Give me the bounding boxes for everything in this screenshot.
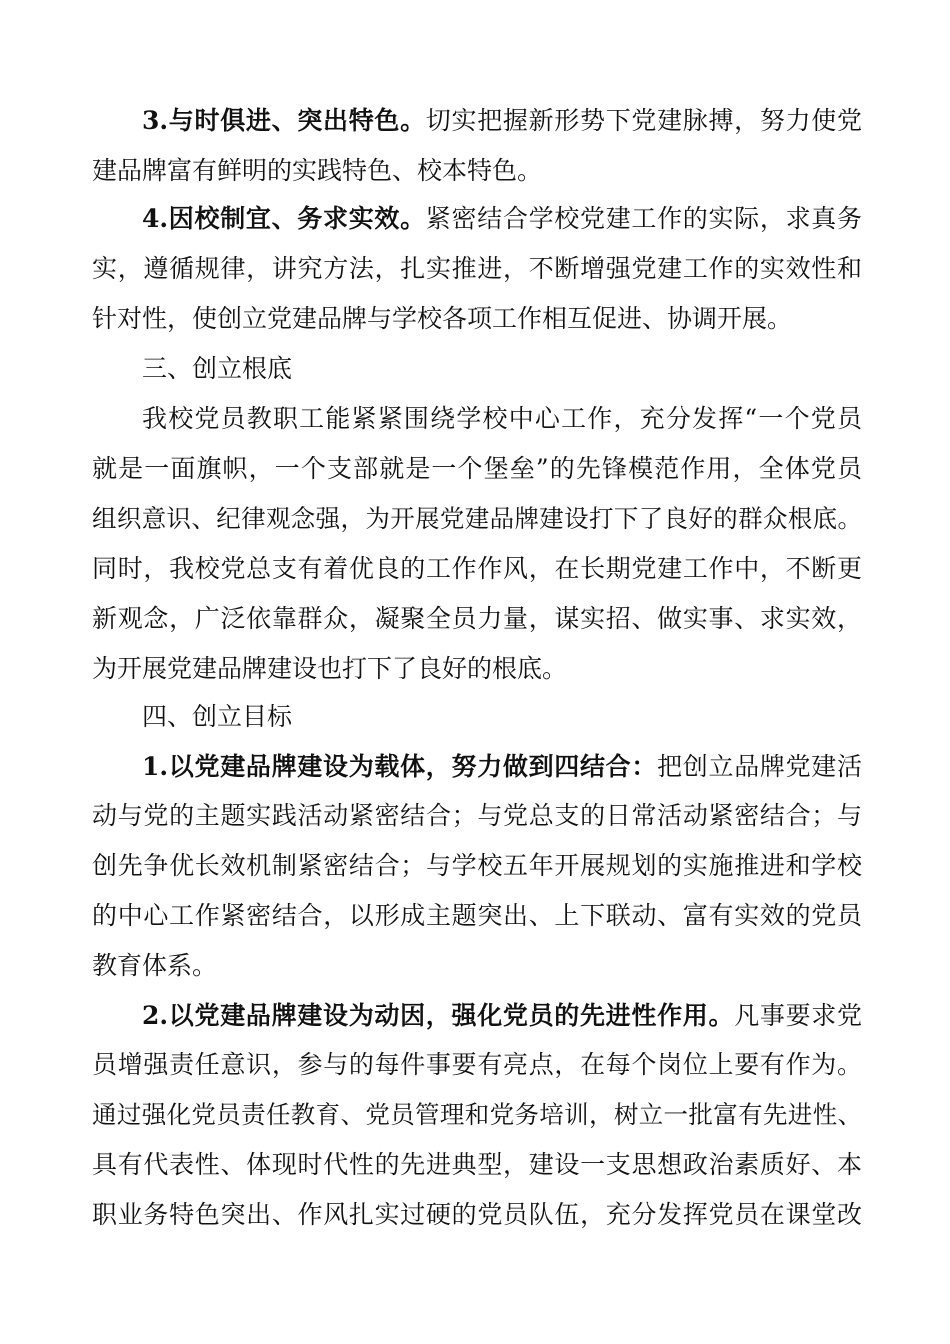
paragraph-line: 具有代表性、体现时代性的先进典型，建设一支思想政治素质好、本 — [92, 1150, 862, 1179]
paragraph-line: 建品牌富有鲜明的实践特色、校本特色。 — [92, 156, 543, 185]
paragraph-line: 教育体系。 — [92, 951, 218, 980]
paragraph-line: 动与党的主题实践活动紧密结合；与党总支的日常活动紧密结合；与 — [92, 801, 862, 830]
paragraph-line: 实，遵循规律，讲究方法，扎实推进，不断增强党建工作的实效性和 — [92, 254, 862, 283]
bold-lead: 1.以党建品牌建设为载体，努力做到四结合： — [142, 752, 658, 781]
paragraph-line: 的中心工作紧密结合，以形成主题突出、上下联动、富有实效的党员 — [92, 901, 862, 930]
paragraph-line: 针对性，使创立党建品牌与学校各项工作相互促进、协调开展。 — [92, 304, 793, 333]
paragraph-line: 同时，我校党总支有着优良的工作作风，在长期党建工作中，不断更 — [92, 554, 862, 583]
paragraph-line: 1.以党建品牌建设为载体，努力做到四结合：把创立品牌党建活 — [142, 752, 862, 781]
paragraph-line: 为开展党建品牌建设也打下了良好的根底。 — [92, 654, 568, 683]
paragraph-line: 员增强责任意识，参与的每件事要有亮点，在每个岗位上要有作为。 — [92, 1050, 862, 1079]
paragraph-line: 2.以党建品牌建设为动因，强化党员的先进性作用。凡事要求党 — [142, 1001, 862, 1030]
section-heading: 四、创立目标 — [142, 702, 293, 731]
paragraph-line: 3.与时俱进、突出特色。切实把握新形势下党建脉搏，努力使党 — [142, 106, 862, 135]
bold-lead: 4.因校制宜、务求实效。 — [142, 204, 426, 233]
section-heading: 三、创立根底 — [142, 354, 293, 383]
bold-lead: 2.以党建品牌建设为动因，强化党员的先进性作用。 — [142, 1001, 735, 1030]
bold-lead: 3.与时俱进、突出特色。 — [142, 106, 426, 135]
paragraph-line: 新观念，广泛依靠群众，凝聚全员力量，谋实招、做实事、求实效， — [92, 604, 862, 633]
paragraph-line: 职业务特色突出、作风扎实过硬的党员队伍，充分发挥党员在课堂改 — [92, 1200, 862, 1229]
paragraph-line: 通过强化党员责任教育、党员管理和党务培训，树立一批富有先进性、 — [92, 1100, 862, 1129]
paragraph-line: 就是一面旗帜，一个支部就是一个堡垒”的先锋模范作用，全体党员 — [92, 454, 862, 483]
paragraph-line: 组织意识、纪律观念强，为开展党建品牌建设打下了良好的群众根底。 — [92, 504, 862, 533]
paragraph-line: 创先争优长效机制紧密结合；与学校五年开展规划的实施推进和学校 — [92, 851, 862, 880]
paragraph-line: 我校党员教职工能紧紧围绕学校中心工作，充分发挥“一个党员 — [142, 404, 862, 433]
paragraph-line: 4.因校制宜、务求实效。紧密结合学校党建工作的实际，求真务 — [142, 204, 862, 233]
